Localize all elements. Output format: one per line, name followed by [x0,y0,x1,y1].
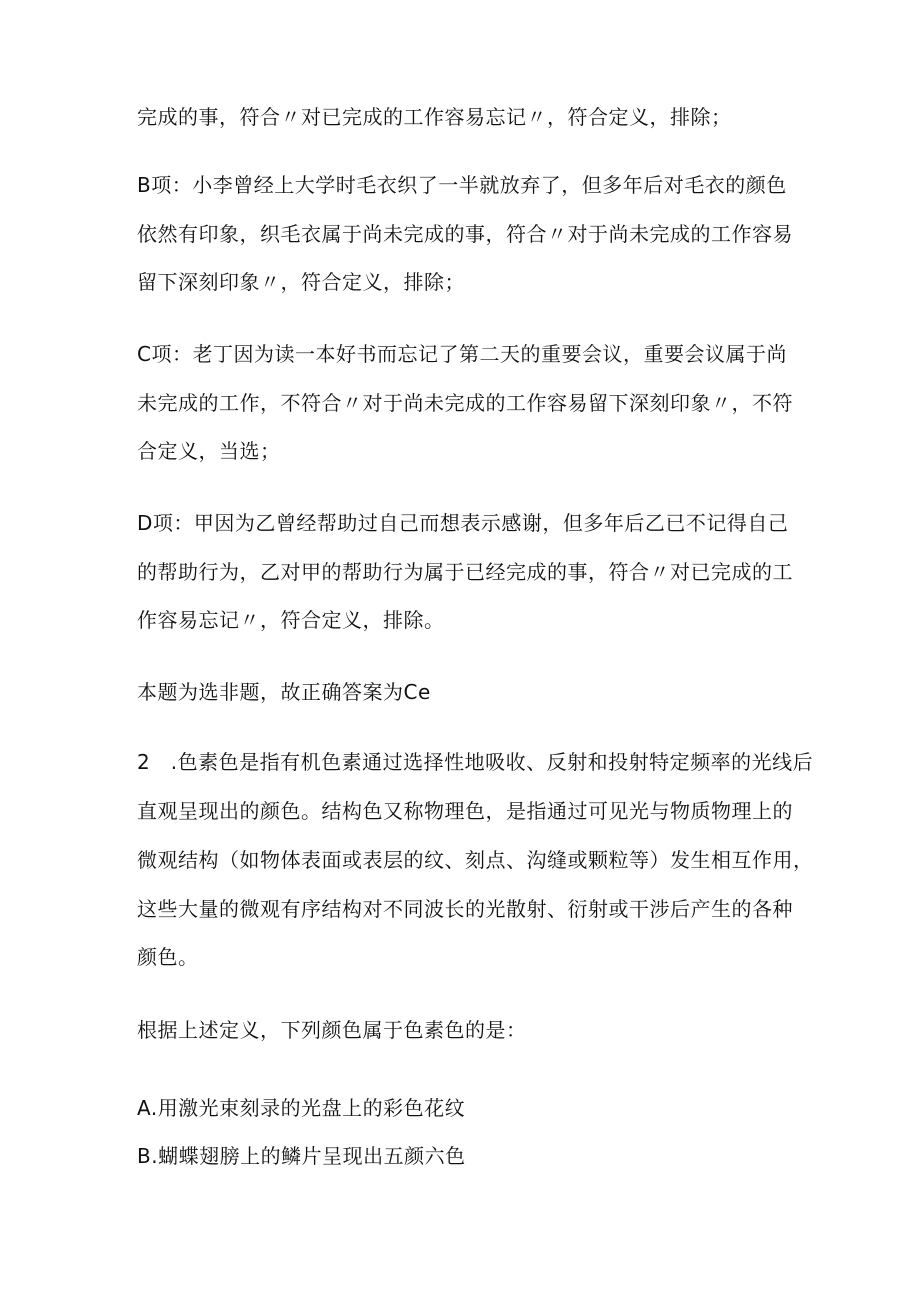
text-line: B项：小李曾经上大学时毛衣织了一半就放弃了，但多年后对毛衣的颜色 [137,173,787,197]
text-line: 2 .色素色是指有机色素通过选择性地吸收、反射和投射特定频率的光线后 [137,750,814,774]
text-line: 留下深刻印象〃，符合定义，排除； [137,270,465,294]
question-prompt: 根据上述定义，下列颜色属于色素色的是： [137,1018,527,1042]
answer-conclusion: 本题为选非题，故正确答案为Ce [137,680,431,704]
text-line: 合定义，当选； [137,439,281,463]
text-line: 完成的事，符合〃对已完成的工作容易忘记〃，符合定义，排除； [137,105,732,129]
text-line: 直观呈现出的颜色。结构色又称物理色，是指通过可见光与物质物理上的 [137,799,793,823]
text-line: 这些大量的微观有序结构对不同波长的光散射、衍射或干涉后产生的各种 [137,897,793,921]
text-line: 依然有印象，织毛衣属于尚未完成的事，符合〃对于尚未完成的工作容易 [137,222,793,246]
option-b: B.蝴蝶翅膀上的鳞片呈现出五颜六色 [137,1144,466,1168]
text-line: 作容易忘记〃，符合定义，排除。 [137,608,445,632]
text-line: D项：甲因为乙曾经帮助过自己而想表示感谢，但多年后乙已不记得自己 [137,511,789,535]
text-line: 的帮助行为，乙对甲的帮助行为属于已经完成的事，符合〃对已完成的工 [137,560,793,584]
text-line: 未完成的工作，不符合〃对于尚未完成的工作容易留下深刻印象〃，不符 [137,391,793,415]
text-line: 微观结构（如物体表面或表层的纹、刻点、沟缝或颗粒等）发生相互作用， [137,848,814,872]
text-line: 颜色。 [137,945,199,969]
option-a: A.用激光束刻录的光盘上的彩色花纹 [137,1096,466,1120]
text-line: C项：老丁因为读一本好书而忘记了第二天的重要会议，重要会议属于尚 [137,342,787,366]
